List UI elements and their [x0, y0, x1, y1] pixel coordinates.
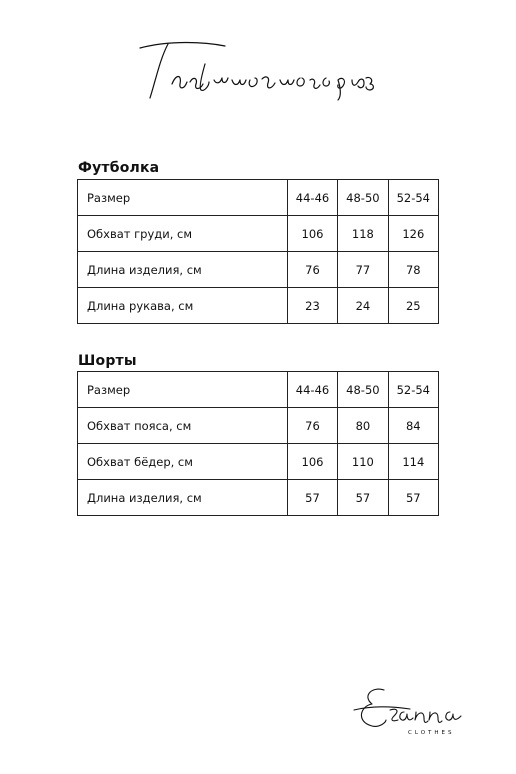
- table-cell: 76: [287, 408, 337, 444]
- table-cell: 44-46: [287, 180, 337, 216]
- row-label: Размер: [78, 180, 288, 216]
- table-row: [78, 180, 439, 216]
- table-cell: 76: [287, 252, 337, 288]
- row-label: Длина изделия, см: [78, 480, 288, 516]
- row-label: Обхват бёдер, см: [78, 444, 288, 480]
- brand-logo: [350, 676, 490, 746]
- shorts-section-title: Шорты: [78, 353, 137, 369]
- row-label: Размер: [78, 372, 288, 408]
- row-label: Длина изделия, см: [78, 252, 288, 288]
- table-row: [78, 252, 439, 288]
- table-cell: 57: [388, 480, 438, 516]
- table-cell: 57: [338, 480, 388, 516]
- shorts-size-table: [77, 371, 439, 516]
- brand-tagline: CLOTHES: [408, 730, 455, 736]
- tshirt-section-title: Футболка: [78, 160, 160, 176]
- table-cell: 78: [388, 252, 438, 288]
- table-cell: 110: [338, 444, 388, 480]
- table-cell: 106: [287, 216, 337, 252]
- table-cell: 48-50: [338, 372, 388, 408]
- table-cell: 84: [388, 408, 438, 444]
- page-title-script: [0, 34, 516, 104]
- table-row: [78, 444, 439, 480]
- row-label: Обхват пояса, см: [78, 408, 288, 444]
- table-cell: 106: [287, 444, 337, 480]
- table-cell: 24: [338, 288, 388, 324]
- table-cell: 57: [287, 480, 337, 516]
- table-cell: 126: [388, 216, 438, 252]
- row-label: Обхват груди, см: [78, 216, 288, 252]
- table-cell: 118: [338, 216, 388, 252]
- table-cell: 77: [338, 252, 388, 288]
- table-cell: 52-54: [388, 372, 438, 408]
- table-cell: 23: [287, 288, 337, 324]
- table-row: [78, 288, 439, 324]
- table-cell: 25: [388, 288, 438, 324]
- tshirt-size-table: [77, 179, 439, 324]
- table-cell: 44-46: [287, 372, 337, 408]
- table-cell: 48-50: [338, 180, 388, 216]
- table-row: [78, 480, 439, 516]
- table-row: [78, 408, 439, 444]
- row-label: Длина рукава, см: [78, 288, 288, 324]
- table-cell: 114: [388, 444, 438, 480]
- table-cell: 80: [338, 408, 388, 444]
- table-cell: 52-54: [388, 180, 438, 216]
- table-row: [78, 216, 439, 252]
- table-row: [78, 372, 439, 408]
